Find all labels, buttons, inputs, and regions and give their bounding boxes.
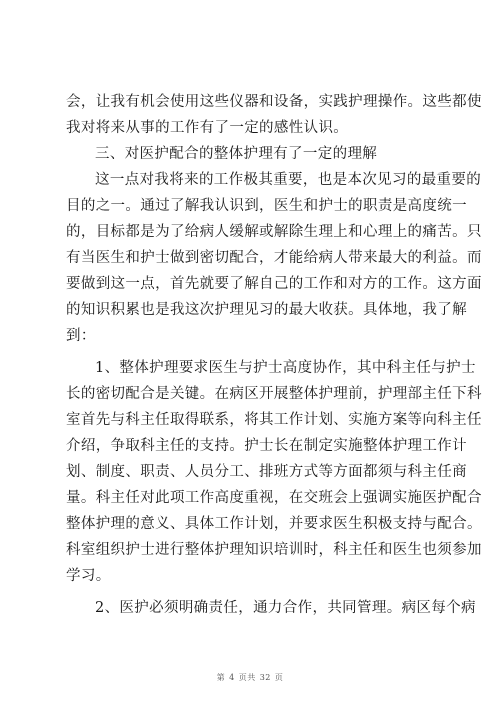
body-line: 我对将来从事的工作有了一定的感性认识。 <box>66 120 349 136</box>
page-total: 32 <box>259 673 271 682</box>
body-line: 划、制度、职责、人员分工、排班方式等方面都须与科主任商 <box>66 464 467 480</box>
body-line: 会，让我有机会使用这些仪器和设备，实践护理操作。这些都使 <box>66 94 482 110</box>
body-line: 介绍，争取科主任的支持。护士长在制定实施整体护理工作计 <box>66 438 467 454</box>
footer-mid: 页共 <box>238 673 256 682</box>
body-line: 科室组织护士进行整体护理知识培训时，科主任和医生也须参加 <box>66 542 482 558</box>
body-line: 整体护理的意义、具体工作计划，并要求医生积极支持与配合。 <box>66 516 482 532</box>
section-heading: 三、对医护配合的整体护理有了一定的理解 <box>95 146 378 162</box>
page-footer <box>0 672 500 683</box>
body-line: 的知识积累也是我这次护理见习的最大收获。具体地，我了解 <box>66 302 467 318</box>
body-line: 有当医生和护士做到密切配合，才能给病人带来最大的利益。而 <box>66 250 482 266</box>
body-line: 的，目标都是为了给病人缓解或解除生理上和心理上的痛苦。只 <box>66 224 482 240</box>
body-line: 学习。 <box>66 568 111 584</box>
footer-suffix: 页 <box>274 673 284 682</box>
body-line: 长的密切配合是关键。在病区开展整体护理前，护理部主任下科 <box>66 386 482 402</box>
body-line: 室首先与科主任取得联系，将其工作计划、实施方案等向科主任 <box>66 412 482 428</box>
body-line: 要做到这一点，首先就要了解自己的工作和对方的工作。这方面 <box>66 276 482 292</box>
body-line: 这一点对我将来的工作极其重要，也是本次见习的最重要的 <box>95 172 482 188</box>
list-item-1-line: 1、整体护理要求医生与护士高度协作，其中科主任与护士 <box>95 360 476 376</box>
body-line: 到： <box>66 328 96 344</box>
list-item-2-line: 2、医护必须明确责任，通力合作，共同管理。病区每个病 <box>95 600 476 616</box>
body-line: 量。科主任对此项工作高度重视，在交班会上强调实施医护配合 <box>66 490 482 506</box>
page-number: 4 <box>229 673 235 682</box>
body-line: 目的之一。通过了解我认识到，医生和护士的职责是高度统一 <box>66 198 467 214</box>
footer-prefix: 第 <box>216 673 226 682</box>
